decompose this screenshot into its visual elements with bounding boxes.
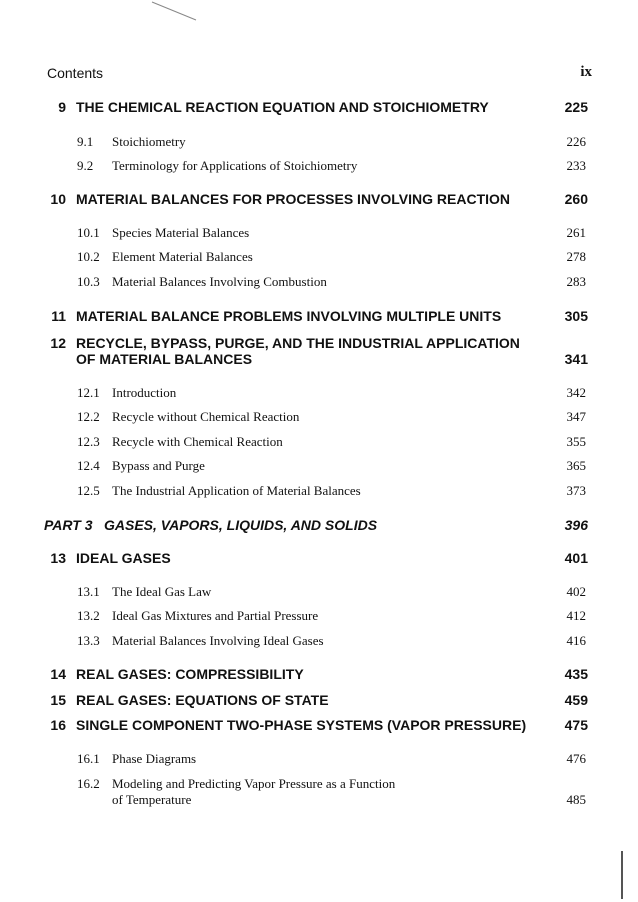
section-page: 476 — [566, 751, 586, 766]
scan-mark — [150, 0, 200, 24]
chapter-title: MATERIAL BALANCES FOR PROCESSES INVOLVING REACTION — [76, 191, 511, 207]
section-title: Recycle with Chemical Reaction — [112, 434, 283, 449]
section-title: Element Material Balances — [112, 249, 253, 264]
scan-edge-line — [621, 851, 623, 899]
section-number: 12.5 — [77, 483, 100, 498]
section-number: 13.3 — [77, 633, 100, 648]
section-page: 373 — [566, 483, 586, 498]
chapter-title: SINGLE COMPONENT TWO-PHASE SYSTEMS (VAPOR PRESSURE) — [76, 717, 527, 733]
section-page: 485 — [566, 792, 586, 807]
section-number: 9.1 — [77, 134, 94, 149]
section-page: 365 — [566, 458, 586, 473]
section-number: 12.3 — [77, 434, 100, 449]
section-title: Ideal Gas Mixtures and Partial Pressure — [112, 608, 319, 623]
chapter-title: MATERIAL BALANCE PROBLEMS INVOLVING MULTIPLE UNITS — [76, 308, 502, 324]
section-title-continued: of Temperature — [112, 792, 192, 807]
section-number: 16.2 — [77, 776, 100, 791]
page-number: ix — [580, 64, 592, 80]
section-title: Stoichiometry — [112, 134, 186, 149]
section-number: 9.2 — [77, 158, 94, 173]
section-page: 416 — [566, 633, 586, 648]
chapter-title-continued: OF MATERIAL BALANCES — [76, 351, 253, 367]
section-title: Material Balances Involving Combustion — [112, 274, 327, 289]
chapter-number: 14 — [50, 666, 66, 682]
section-number: 10.1 — [77, 225, 100, 240]
section-number: 13.2 — [77, 608, 100, 623]
chapter-page: 401 — [564, 550, 588, 566]
section-number: 10.2 — [77, 249, 100, 264]
chapter-number: 13 — [50, 550, 66, 566]
chapter-page: 305 — [564, 308, 588, 324]
chapter-title: REAL GASES: COMPRESSIBILITY — [76, 666, 304, 682]
chapter-number: 16 — [50, 717, 66, 733]
section-title: Material Balances Involving Ideal Gases — [112, 633, 324, 648]
section-page: 226 — [566, 134, 586, 149]
chapter-title: THE CHEMICAL REACTION EQUATION AND STOICHIOMETRY — [76, 99, 489, 115]
section-page: 347 — [566, 409, 586, 424]
section-title: Bypass and Purge — [112, 458, 205, 473]
chapter-page: 225 — [564, 99, 588, 115]
section-page: 283 — [566, 274, 586, 289]
section-title: Species Material Balances — [112, 225, 250, 240]
section-number: 10.3 — [77, 274, 100, 289]
chapter-page: 260 — [564, 191, 588, 207]
section-title: Modeling and Predicting Vapor Pressure as a Function — [112, 776, 396, 791]
chapter-title: IDEAL GASES — [76, 550, 171, 566]
chapter-page: 475 — [564, 717, 588, 733]
section-page: 261 — [566, 225, 586, 240]
section-title: Terminology for Applications of Stoichiometry — [112, 158, 358, 173]
section-title: Phase Diagrams — [112, 751, 197, 766]
part-page: 396 — [564, 517, 588, 533]
section-title: The Ideal Gas Law — [112, 584, 212, 599]
chapter-number: 11 — [51, 308, 66, 324]
chapter-title: RECYCLE, BYPASS, PURGE, AND THE INDUSTRIAL APPLICATION — [76, 335, 520, 351]
chapter-page: 459 — [564, 692, 588, 708]
section-number: 13.1 — [77, 584, 100, 599]
chapter-number: 12 — [50, 335, 66, 351]
chapter-page: 435 — [564, 666, 588, 682]
part-label: PART 3 — [44, 517, 93, 533]
section-page: 355 — [566, 434, 586, 449]
chapter-number: 15 — [50, 692, 66, 708]
section-page: 233 — [566, 158, 586, 173]
section-title: Introduction — [112, 385, 177, 400]
section-page: 402 — [566, 584, 586, 599]
part-title: GASES, VAPORS, LIQUIDS, AND SOLIDS — [104, 517, 378, 533]
chapter-title: REAL GASES: EQUATIONS OF STATE — [76, 692, 329, 708]
section-number: 12.1 — [77, 385, 100, 400]
section-title: The Industrial Application of Material Balances — [112, 483, 361, 498]
chapter-number: 9 — [58, 99, 66, 115]
running-header-title: Contents — [47, 65, 104, 81]
section-number: 12.4 — [77, 458, 100, 473]
section-number: 16.1 — [77, 751, 100, 766]
section-number: 12.2 — [77, 409, 100, 424]
chapter-number: 10 — [50, 191, 66, 207]
section-page: 278 — [566, 249, 586, 264]
chapter-page: 341 — [564, 351, 588, 367]
section-page: 412 — [566, 608, 586, 623]
section-title: Recycle without Chemical Reaction — [112, 409, 300, 424]
section-page: 342 — [566, 385, 586, 400]
